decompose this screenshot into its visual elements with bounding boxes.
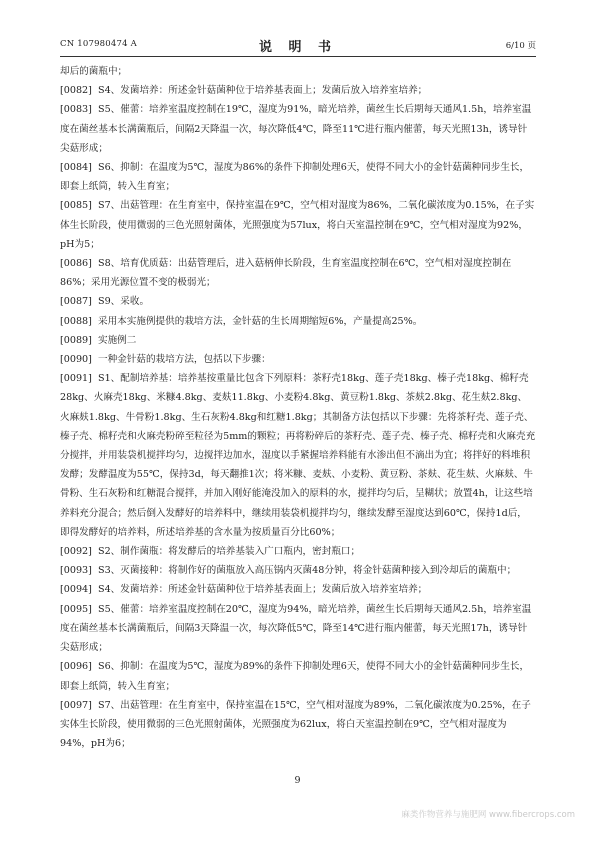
paragraph-text: S8、培育优质菇：出菇管理后，进入菇柄伸长阶段，生育室温度控制在6℃，空气相对湿度控制在86%；采用光源位置不变的极弱光； (60, 258, 512, 289)
paragraph-number: [0084] (60, 162, 92, 174)
paragraph-number: [0091] (60, 373, 92, 385)
paragraph-text: 采用本实施例提供的栽培方法，金针菇的生长周期缩短6%，产量提高25%。 (98, 315, 423, 327)
paragraph-number: [0092] (60, 546, 92, 558)
paragraph-number: [0096] (60, 661, 92, 673)
paragraph (60, 196, 536, 254)
paragraph-number: [0086] (60, 258, 92, 270)
paragraph (60, 580, 536, 599)
paragraph-number: [0095] (60, 603, 92, 615)
paragraph-text: S7、出菇管理：在生育室中，保持室温在9℃，空气相对湿度为86%，二氧化碳浓度为0.15%，在子实体生长阶段，使用微弱的三色光照射菌体，光照强度为57lux，将白天室温控制在9℃，空气相对湿度为92%，pH为5； (60, 200, 535, 250)
paragraph-number: [0093] (60, 565, 92, 577)
paragraph (60, 158, 536, 196)
watermark: 麻类作物营养与施肥网 www.fibercrops.com (401, 810, 575, 820)
paragraph-text: 一种金针菇的栽培方法，包括以下步骤： (98, 354, 271, 366)
paragraph-text: S6、抑制：在温度为5℃，湿度为86%的条件下抑制处理6天，使得不同大小的金针菇菌种同步生长，即套上纸筒，转入生育室； (60, 162, 530, 193)
publication-number: CN 107980474 A (60, 39, 137, 49)
paragraph-text: S5、催蕾：培养室温度控制在19℃，湿度为91%，暗光培养，菌丝生长后期每天通风1.5h，培养室温度在菌丝基本长满菌瓶后，间隔2天降温一次，每次降低4℃，降至11℃进行瓶内催蕾，每天光照13h，诱导针尖菇形成； (60, 104, 532, 154)
page-header (60, 38, 536, 54)
paragraph-text: S4、发菌培养：所述金针菇菌种位于培养基表面上；发菌后放入培养室培养； (98, 85, 428, 97)
paragraph (60, 81, 536, 100)
paragraph (60, 600, 536, 658)
paragraph-number: [0087] (60, 296, 92, 308)
document-title: 说 明 书 (258, 40, 338, 55)
paragraph-number: [0085] (60, 200, 92, 212)
continued-line: 却后的菌瓶中； (60, 66, 128, 77)
paragraph-text: S4、发菌培养：所述金针菇菌种位于培养基表面上；发菌后放入培养室培养； (98, 584, 428, 596)
paragraph (60, 254, 536, 292)
paragraph-text: S6、抑制：在温度为5℃，湿度为89%的条件下抑制处理6天，使得不同大小的金针菇菌种同步生长，即套上纸筒，转入生育室； (60, 661, 530, 692)
paragraph (60, 331, 536, 350)
paragraph-number: [0097] (60, 699, 92, 711)
paragraph (60, 657, 536, 695)
paragraph-text: S9、采收。 (98, 296, 150, 308)
header-rule (60, 56, 536, 57)
document-body (60, 62, 536, 753)
paragraph (60, 561, 536, 580)
paragraph-text: S1、配制培养基：培养基按重量比包含下列原料：茶籽壳18kg、莲子壳18kg、榛子壳18kg、棉籽壳28kg、火麻壳18kg、米糠4.8kg、麦麸11.8kg、小麦粉4.8kg、黄豆粉1.8kg、茶麸2.8kg、花生麸2.8kg、火麻麸1.8kg、牛骨粉1.8kg、生石灰粉4.8kg和红糖1.8kg；其制备方法包括以下步骤：先将茶籽壳、莲子壳、榛子壳、棉籽壳和火麻壳粉碎至粒径为5mm的颗粒；再将粉碎后的茶籽壳、莲子壳、榛子壳、棉籽壳和火麻壳充分搅拌，并用装袋机搅拌均匀，边搅拌边加水，湿度以手紧握培养料能有水渗出但不滴出为宜；将拌好的料堆积发酵；发酵温度为55℃，保持3d，每天翻推1次；将米糠、麦麸、小麦粉、黄豆粉、茶麸、花生麸、火麻麸、牛骨粉、生石灰粉和红糖混合搅拌，并加入刚好能淹没加入的原料的水，搅拌均匀后，呈糊状；放置4h，让这些培养料充分混合；然后倒入发酵好的培养料中，继续用装袋机搅拌均匀，继续发酵至湿度达到60℃，保持1d后，即得发酵好的培养料，所述培养基的含水量为按质量百分比60%； (60, 373, 536, 538)
paragraph-text: S5、催蕾：培养室温度控制在20℃，湿度为94%，暗光培养，菌丝生长后期每天通风2.5h，培养室温度在菌丝基本长满菌瓶后，间隔3天降温一次，每次降低5℃，降至14℃进行瓶内催蕾，每天光照17h，诱导针尖菇形成； (60, 603, 532, 654)
paragraph-text: S2、制作菌瓶：将发酵后的培养基装入广口瓶内，密封瓶口； (98, 546, 361, 558)
paragraph (60, 292, 536, 311)
paragraph (60, 696, 536, 754)
paragraph-text: S3、灭菌接种：将制作好的菌瓶放入高压锅内灭菌48分钟，将金针菇菌种接入到冷却后的菌瓶中； (98, 565, 517, 577)
paragraph-number: [0090] (60, 354, 92, 366)
paragraph (60, 100, 536, 158)
paragraph-number: [0094] (60, 584, 92, 596)
page-indicator: 6/10 页 (505, 41, 536, 51)
paragraph-number: [0089] (60, 334, 92, 346)
paragraph (60, 350, 536, 369)
paragraph-text: S7、出菇管理：在生育室中，保持室温在15℃，空气相对湿度为89%，二氧化碳浓度为0.25%，在子实体生长阶段，使用微弱的三色光照射菌体，光照强度为62lux，将白天室温控制在9℃，空气相对湿度为94%，pH为6； (60, 699, 531, 750)
paragraph-number: [0083] (60, 104, 92, 116)
paragraph-text: 实施例二 (98, 334, 137, 346)
paragraph-number: [0082] (60, 85, 92, 97)
paragraph-list (60, 81, 536, 753)
paragraph (60, 312, 536, 331)
paragraph-number: [0088] (60, 315, 92, 327)
paragraph (60, 369, 536, 542)
paragraph (60, 542, 536, 561)
page-number: 9 (294, 775, 301, 786)
